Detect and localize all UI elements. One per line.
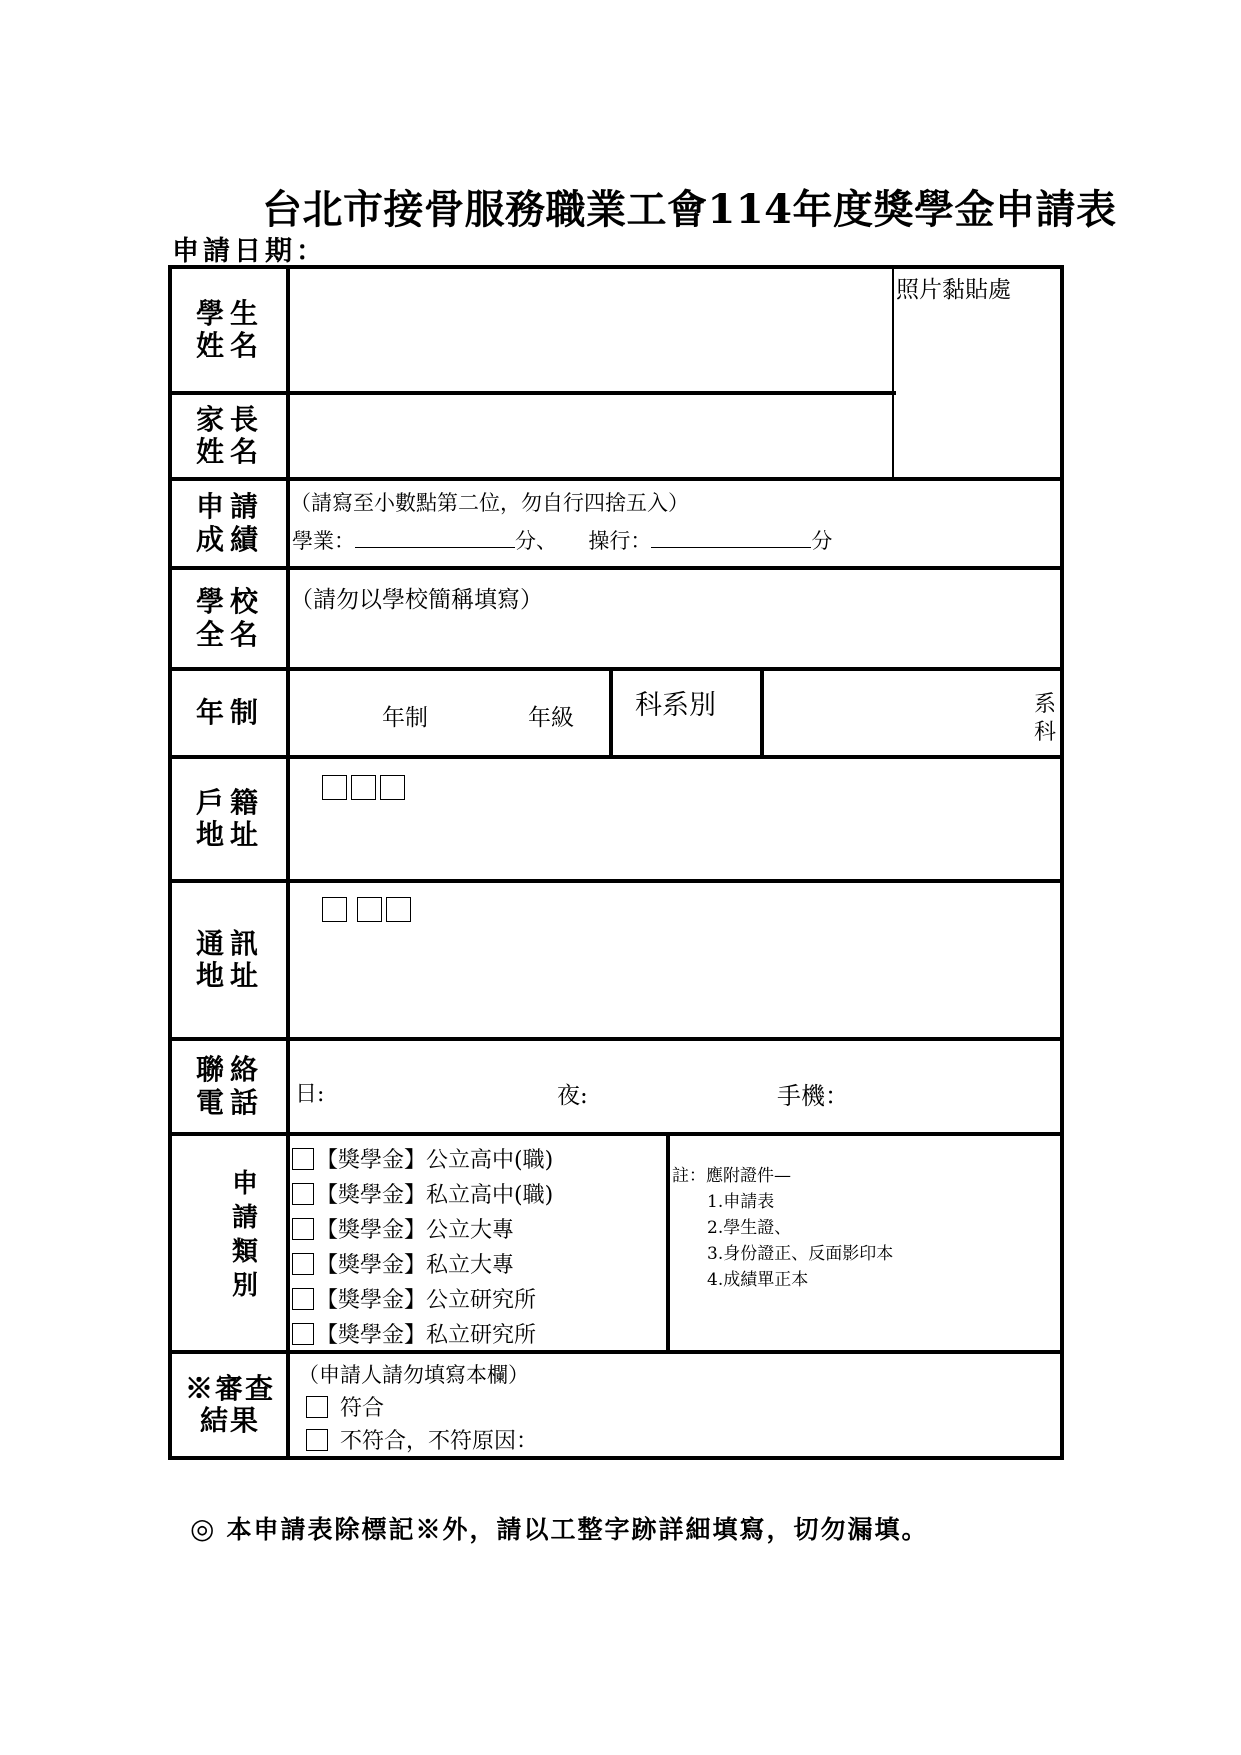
parent-name-label: 家長姓名 [195,402,264,468]
notes-item: 1.申請表 [707,1192,775,1212]
postal-digit-box[interactable] [386,897,411,922]
phone-day-label: 日: [295,1082,325,1107]
category-option-label: 【獎學金】私立高中(職) [316,1183,554,1208]
grades-note: （請寫至小數點第二位，勿自行四捨五入） [290,491,689,515]
category-option-label: 【獎學金】私立大專 [316,1253,515,1278]
apply-date-label: 申請日期： [172,236,327,267]
household-address-label: 戶籍地址 [195,785,264,851]
review-label: ※審查結果 [184,1371,275,1437]
system-unit: 年制 [382,705,428,731]
category-option[interactable] [292,1213,514,1244]
grade-system-label: 年制 [195,695,264,729]
postal-digit-box[interactable] [351,775,376,800]
dept-divider [609,671,613,755]
review-fail-option[interactable] [306,1424,538,1455]
conduct-label: 操行： [588,529,652,553]
mailing-postal-code[interactable] [322,897,413,922]
category-label: 申請類別 [227,1169,258,1305]
postal-digit-box[interactable] [380,775,405,800]
row-divider [172,477,1060,481]
category-option[interactable] [292,1178,553,1209]
row-divider [172,1037,1060,1041]
academic-label: 學業： [292,529,355,553]
bullet-icon: ◎ [190,1512,217,1545]
student-name-label: 學生姓名 [195,296,264,362]
postal-digit-box[interactable] [322,897,347,922]
checkbox[interactable] [292,1148,314,1170]
postal-digit-box[interactable] [357,897,382,922]
phone-mobile-label: 手機： [777,1082,849,1110]
school-field[interactable] [290,614,1056,664]
conduct-score-field[interactable] [651,527,811,548]
checkbox[interactable] [292,1183,314,1205]
application-form [168,265,1064,1460]
checkbox[interactable] [306,1396,328,1418]
review-pass-label: 符合 [340,1396,385,1421]
checkbox[interactable] [292,1288,314,1310]
parent-name-field[interactable] [290,395,890,477]
photo-divider [892,269,894,479]
school-note: （請勿以學校簡稱填寫） [290,587,543,613]
dept-divider [760,671,764,755]
row-divider [172,879,1060,883]
dept-header: 科系別 [635,690,716,721]
notes-divider [666,1136,670,1350]
category-option[interactable] [292,1318,536,1349]
category-option[interactable] [292,1248,514,1279]
photo-area[interactable] [896,269,1060,477]
student-name-field[interactable] [290,269,890,391]
category-option-label: 【獎學金】私立研究所 [316,1323,537,1348]
notes-item: 2.學生證、 [707,1218,792,1238]
footer-note [190,1510,928,1546]
review-pass-option[interactable] [306,1391,384,1422]
row-divider [172,1132,1060,1136]
school-label: 學校全名 [195,585,264,651]
postal-digit-box[interactable] [322,775,347,800]
review-note: （申請人請勿填寫本欄） [298,1363,529,1387]
grade-unit: 年級 [528,705,574,731]
page-title: 台北市接骨服務職業工會114年度獎學金申請表 [262,186,1117,233]
checkbox[interactable] [292,1323,314,1345]
checkbox[interactable] [292,1218,314,1240]
row-divider [172,566,1060,570]
conduct-unit: 分 [811,529,833,553]
checkbox[interactable] [292,1253,314,1275]
dept-suffix-section: 科 [1034,720,1057,745]
grades-input-line [292,525,832,555]
mailing-address-label: 通訊地址 [195,926,264,992]
row-divider [172,667,1060,671]
phone-night-label: 夜: [557,1083,588,1109]
notes-item: 3.身份證正、反面影印本 [707,1244,894,1264]
notes-header: 註：應附證件— [672,1166,791,1186]
phone-label: 聯絡電話 [195,1053,264,1119]
dept-suffix-dept: 系 [1034,692,1057,717]
review-fail-label: 不符合，不符原因： [340,1429,539,1454]
category-option[interactable] [292,1283,536,1314]
checkbox[interactable] [306,1429,328,1451]
row-divider [172,1350,1060,1354]
grades-label: 申請成績 [195,490,264,556]
academic-score-field[interactable] [355,527,515,548]
category-option[interactable] [292,1143,553,1174]
category-option-label: 【獎學金】公立大專 [316,1218,515,1243]
category-option-label: 【獎學金】公立高中(職) [316,1148,554,1173]
category-option-label: 【獎學金】公立研究所 [316,1288,537,1313]
notes-item: 4.成績單正本 [707,1270,809,1290]
photo-label: 照片黏貼處 [896,277,1011,303]
academic-unit: 分、 [515,529,557,553]
household-postal-code[interactable] [322,775,407,800]
row-divider [172,755,1060,759]
footer-text: 本申請表除標記※外，請以工整字跡詳細填寫，切勿漏填。 [226,1515,929,1544]
